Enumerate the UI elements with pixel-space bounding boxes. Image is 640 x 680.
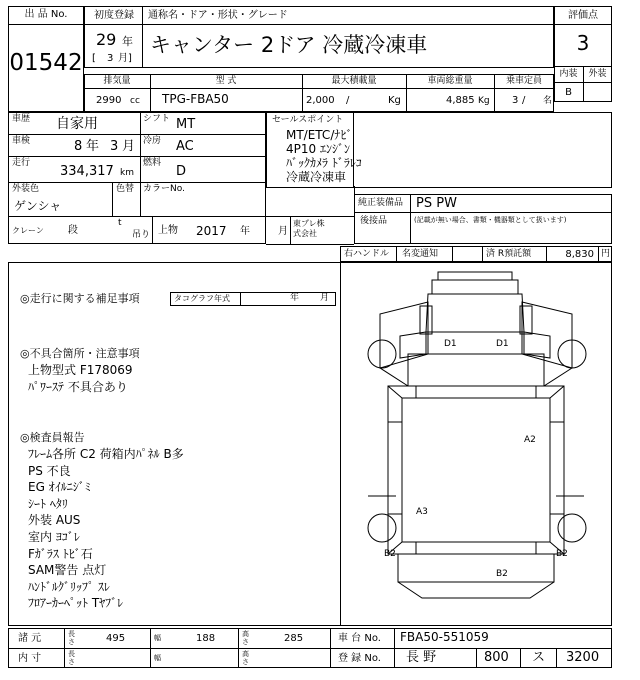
truck-diagram <box>340 262 612 626</box>
inspector-item: PS 不良 <box>28 463 71 478</box>
inspector-item: 外装 AUS <box>28 513 81 528</box>
inspector-label: ◎検査員報告 <box>20 431 85 444</box>
inspector-item: ﾊﾝﾄﾞﾙｸﾞﾘｯﾌﾟ ｽﾚ <box>28 579 110 594</box>
rhd-label: 右ハンドル <box>344 249 390 259</box>
inspector-list <box>28 446 184 612</box>
defect-item: 上物型式 F178069 <box>28 363 133 377</box>
reg-number: 3200 <box>566 650 600 665</box>
exterior-color: ゲンシャ <box>14 199 62 213</box>
gross-weight: 4,885 <box>446 95 475 106</box>
shift-value: MT <box>176 117 196 132</box>
outer-length: 495 <box>106 633 126 644</box>
model-type: TPG-FBA50 <box>162 92 229 106</box>
inspection-month: 3 <box>110 139 119 154</box>
lot-label: 出 品 No. <box>24 9 68 20</box>
inspector-item: EG ｵｲﾙﾆｼﾞﾐ <box>28 480 91 495</box>
displacement: 2990 <box>96 95 122 106</box>
vehicle-history: 自家用 <box>56 116 98 132</box>
body-maker: 東プレ株式会社 <box>293 219 325 238</box>
sales-point-item: ﾊﾞｯｸｶﾒﾗ ﾄﾞﾗﾚｺ <box>286 156 362 170</box>
chassis-number: FBA50-551059 <box>400 630 489 644</box>
first-reg-year: 29 <box>96 30 117 49</box>
fuel-value: D <box>176 164 187 179</box>
outer-width: 188 <box>196 633 216 644</box>
defect-item: ﾊﾟﾜｰｽﾃ 不具合あり <box>28 379 128 394</box>
inspection-year: 8 <box>74 139 83 154</box>
diagram-mark: B2 <box>556 549 568 559</box>
owner-change-label: 名変通知 <box>402 249 439 259</box>
inspector-item: 室内 ﾖｺﾞﾚ <box>28 529 80 544</box>
inspector-item: ﾌﾛｱｰｶｰﾍﾟｯﾄ Tﾔﾌﾞﾚ <box>28 596 124 611</box>
reg-kana: ス <box>532 650 546 665</box>
inspector-item: SAM警告 点灯 <box>28 563 107 578</box>
body-year: 2017 <box>196 224 227 238</box>
model-header-label: 通称名・ドア・形状・グレード <box>148 10 288 21</box>
sales-point-item: 4P10 ｴﾝｼﾞﾝ <box>286 142 350 156</box>
diagram-mark: A2 <box>524 435 536 445</box>
outer-height: 285 <box>284 633 304 644</box>
diagram-mark: B2 <box>384 549 396 559</box>
interior-grade: B <box>565 87 572 98</box>
reg-region: 長 野 <box>406 650 437 665</box>
mileage-value: 334,317 <box>60 164 114 179</box>
lot-number: 01542 <box>9 50 83 76</box>
inspector-item: Fｶﾞﾗｽ ﾄﾋﾞ石 <box>28 546 93 561</box>
diagram-mark: D1 <box>444 339 457 349</box>
equipment-value: PS PW <box>416 196 457 211</box>
max-load: 2,000 <box>306 95 335 106</box>
defects-label: ◎不具合箇所・注意事項 <box>20 347 140 360</box>
vehicle-info-grid <box>8 112 266 244</box>
capacity: 3 <box>512 95 519 106</box>
recycle-label: 済 R預託額 <box>486 249 532 259</box>
recycle-value: 8,830 <box>565 249 594 260</box>
sales-points-label: セールスポイント <box>272 115 344 125</box>
first-reg-label: 初度登録 <box>94 10 134 21</box>
grade-value: 3 <box>576 31 590 55</box>
defects-list <box>28 362 133 395</box>
diagram-mark: B2 <box>496 569 508 579</box>
first-reg-month: 3 <box>107 53 114 64</box>
sales-points-list <box>286 128 362 184</box>
inspector-item: ﾌﾚｰﾑ各所 C2 荷箱内ﾊﾟﾈﾙ B多 <box>28 447 184 461</box>
grade-label: 評価点 <box>568 10 598 21</box>
model-name: キャンター 2ドア 冷蔵冷凍車 <box>150 33 428 57</box>
driving-notes-label: ◎走行に関する補足事項 <box>20 292 140 305</box>
diagram-mark: A3 <box>416 507 428 517</box>
inspector-item: ｼｰﾄ ﾍﾀﾘ <box>28 496 68 511</box>
diagram-mark: D1 <box>496 339 509 349</box>
sales-point-item: 冷蔵冷凍車 <box>286 170 347 184</box>
sales-point-item: MT/ETC/ﾅﾋﾞ <box>286 128 353 142</box>
ac-value: AC <box>176 139 194 154</box>
reg-class: 800 <box>484 650 509 665</box>
